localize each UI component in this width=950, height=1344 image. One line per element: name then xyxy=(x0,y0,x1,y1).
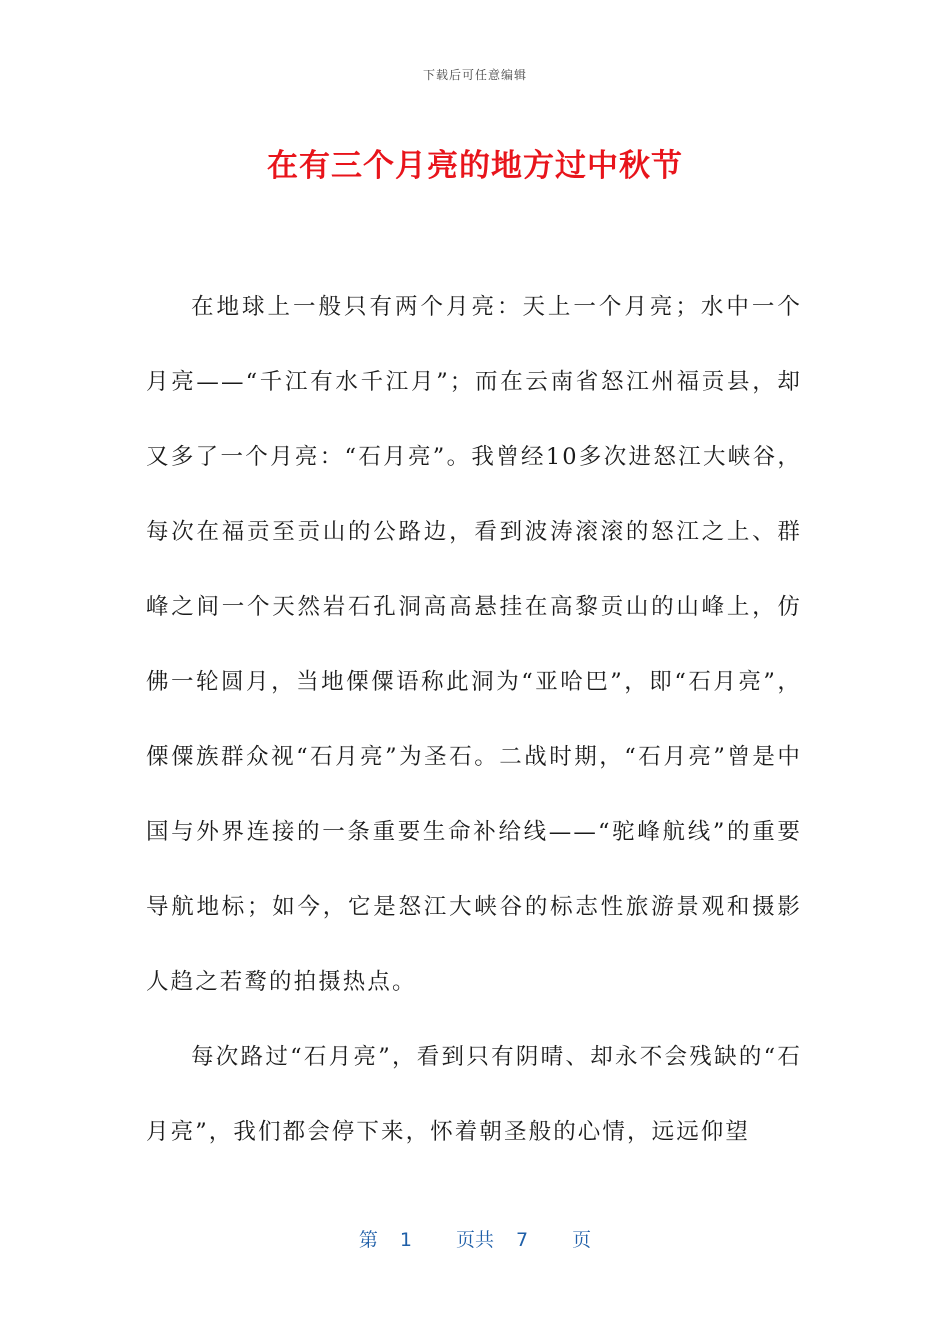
page-footer xyxy=(0,1225,950,1252)
footer-current-page: 1 xyxy=(399,1229,412,1251)
paragraph: 在地球上一般只有两个月亮：天上一个月亮；水中一个月亮——“千江有水千江月”；而在云南省怒江州福贡县，却又多了一个月亮：“石月亮”。我曾经10多次进怒江大峡谷，每次在福贡至贡山的公路边，看到波涛滚滚的怒江之上、群峰之间一个天然岩石孔洞高高悬挂在高黎贡山的山峰上，仿佛一轮圆月，当地傈僳语称此洞为“亚哈巴”，即“石月亮”，傈僳族群众视“石月亮”为圣石。二战时期，“石月亮”曾是中国与外界连接的一条重要生命补给线——“驼峰航线”的重要导航地标；如今，它是怒江大峡谷的标志性旅游景观和摄影人趋之若鹜的拍摄热点。 xyxy=(146,294,802,995)
paragraph: 每次路过“石月亮”，看到只有阴晴、却永不会残缺的“石月亮”，我们都会停下来，怀着朝圣般的心情，远远仰望 xyxy=(146,1044,802,1145)
footer-suffix: 页 xyxy=(572,1229,592,1251)
document-body xyxy=(146,270,802,1170)
footer-total-pages: 7 xyxy=(516,1229,529,1251)
footer-prefix: 第 xyxy=(358,1229,378,1251)
footer-middle: 页共 xyxy=(455,1229,494,1251)
header-note: 下载后可任意编辑 xyxy=(422,68,527,82)
document-title: 在有三个月亮的地方过中秋节 xyxy=(267,148,683,184)
